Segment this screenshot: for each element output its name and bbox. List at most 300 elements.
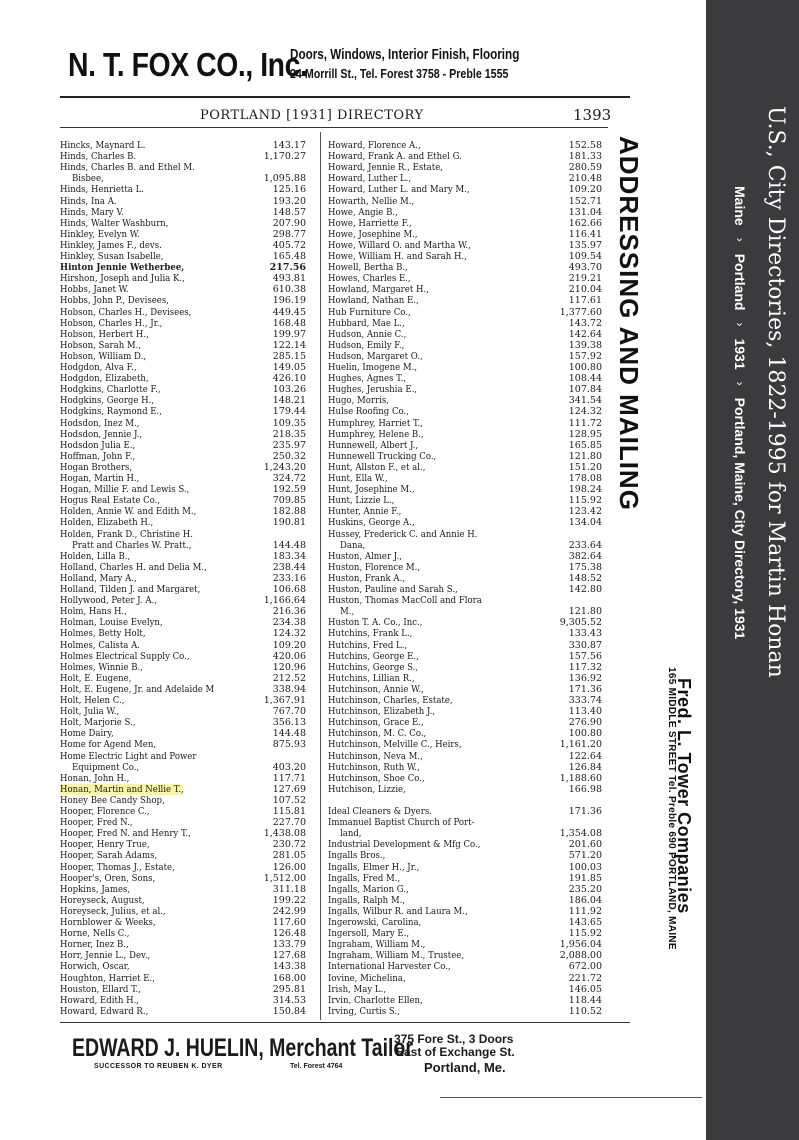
entry-amount: 103.26 [272,384,306,396]
record-title: U.S., City Directories, 1822-1995 for Martin Honan [763,106,788,678]
entry-name: International Harvester Co., [328,961,451,973]
entry-amount: 100.80 [568,362,602,373]
entry-name: Honan, John H., [60,772,130,784]
footer-ad-successor: SUCCESSOR TO REUBEN K. DYER [94,1063,223,1070]
entry-name: Hopkins, James, [60,883,131,895]
directory-entry [328,184,602,195]
footer-ad-address-1: 375 Fore St., 3 Doors [394,1032,514,1046]
entry-amount: 9,305.52 [559,617,602,629]
entry-amount: 143.38 [272,961,306,973]
directory-entry [60,717,306,728]
entry-amount: 121.80 [568,450,602,462]
entry-name: Hunt, Josephine M., [328,484,415,496]
entry-amount: 116.41 [568,228,602,240]
entry-name: Howland, Nathan E., [328,295,419,307]
directory-entry [328,273,602,284]
entry-amount: 128.95 [568,428,602,440]
directory-entry [328,839,602,850]
entry-name: Hunt, Ella W., [328,473,388,484]
directory-entry [328,340,602,351]
directory-entry [328,595,602,606]
entry-amount: 235.20 [568,883,602,895]
entry-amount: 403.20 [272,761,306,773]
entry-amount: 875.93 [272,739,306,751]
entry-amount: 127.69 [272,783,306,795]
entry-amount: 193.20 [272,195,306,207]
entry-name: Holden, Lilla B., [60,550,131,562]
directory-entry [328,651,602,662]
entry-name: Hunnewell Trucking Co., [328,450,437,462]
directory-entry [60,251,306,262]
entry-amount: 235.97 [272,439,306,451]
entry-name: Home Electric Light and Power [60,750,197,762]
entry-name: Ideal Cleaners & Dyers. [328,806,432,817]
directory-entry [60,584,306,595]
directory-entry [328,950,602,961]
directory-entry [60,906,306,917]
directory-entry [328,728,602,739]
right-column [328,140,602,1020]
directory-entry [328,329,602,340]
side-advertisement [606,130,701,1030]
entry-name: Irish, May L., [328,983,387,995]
entry-amount: 285.15 [272,350,306,362]
entry-name: Holmes Electrical Supply Co., [60,650,190,662]
entry-amount: 192.59 [272,484,306,496]
entry-name: Hooper, Sarah Adams, [60,850,158,862]
entry-amount: 126.00 [272,861,306,873]
entry-name: Huston, Almer J., [328,550,402,562]
entry-name: Huelin, Imogene M., [328,362,418,373]
entry-amount: 117.61 [568,295,602,307]
entry-name: Ingraham, William M., Trustee, [328,950,465,962]
entry-amount: 168.00 [272,972,306,984]
directory-entry [60,873,306,884]
directory-entry [60,684,306,695]
directory-entry [328,406,602,417]
entry-name: Hodgdon, Elizabeth, [60,373,149,385]
entry-amount: 111.72 [568,417,602,429]
directory-entry [328,151,602,162]
directory-entry [328,484,602,495]
entry-amount: 234.38 [272,617,306,629]
entry-name: Holmes, Winnie B., [60,661,143,673]
entry-amount: 122.64 [568,750,602,762]
entry-name: Huston, Frank A., [328,572,406,584]
entry-name: Hinton Jennie Wetherbee, [60,262,185,274]
directory-entry [60,162,306,173]
entry-amount: 152.58 [568,140,602,151]
directory-entry [60,606,306,617]
directory-entry [328,628,602,639]
directory-entry [60,928,306,939]
entry-amount: 1,095.88 [263,173,306,185]
entry-name: Ingerowski, Carolina, [328,917,422,928]
entry-name: Hinds, Walter Washburn, [60,217,169,229]
entry-amount: 190.81 [272,517,306,529]
breadcrumb-state[interactable]: Maine [732,186,748,226]
entry-name: Hodgkins, Raymond E., [60,406,162,418]
column-divider [320,132,321,1020]
directory-entry [60,495,306,506]
entry-amount: 449.45 [272,306,306,318]
entry-name: Hutchins, Frank L., [328,628,413,640]
entry-amount: 133.79 [272,939,306,951]
entry-name: Hughes, Agnes T., [328,373,407,385]
directory-entry [328,462,602,473]
entry-amount: 131.04 [568,206,602,218]
directory-entry [328,529,602,540]
entry-name: Hutchinson, Elizabeth J., [328,706,436,718]
entry-name: Howland, Margaret H., [328,284,429,296]
entry-name: Hunnewell, Albert J., [328,439,419,451]
entry-amount: 166.98 [568,783,602,795]
directory-entry [60,895,306,906]
entry-amount: 672.00 [568,961,602,973]
chevron-right-icon: › [733,322,747,327]
directory-entry [60,351,306,362]
directory-entry [328,584,602,595]
entry-amount: 109.35 [272,417,306,429]
entry-name: Hutchins, Fred L., [328,639,408,651]
directory-entry [60,218,306,229]
entry-name: Hodgkins, Charlotte F., [60,384,161,396]
directory-entry [60,995,306,1006]
directory-entry [328,884,602,895]
entry-amount: 217.56 [269,262,306,274]
entry-amount: 118.44 [568,994,602,1006]
directory-entry [60,406,306,417]
directory-entry [60,884,306,895]
entry-amount: 426.10 [272,373,306,385]
entry-name: Howell, Bertha B., [328,262,408,274]
directory-entry [328,295,602,306]
entry-name: Huston, Florence M., [328,561,421,573]
entry-amount: 108.44 [568,373,602,385]
entry-name: Hubbard, Mae L., [328,317,405,329]
entry-amount: 233.64 [568,539,602,551]
directory-entry [60,529,306,540]
entry-name: Hinkley, Susan Isabelle, [60,251,164,262]
entry-name: Hinkley, James F., devs. [60,239,162,251]
entry-amount: 117.60 [272,917,306,928]
entry-name: Irvin, Charlotte Ellen, [328,994,423,1006]
entry-name: Honan, Martin and Nellie T., [60,783,184,795]
entry-amount: 311.18 [272,883,306,895]
directory-entry [60,295,306,306]
entry-amount: 183.34 [272,550,306,562]
entry-amount: 382.64 [568,550,602,562]
entry-name: Holland, Mary A., [60,572,137,584]
entry-name: Ingalls, Fred M., [328,872,401,884]
directory-entry [60,839,306,850]
directory-entry [328,540,602,551]
footer-ad-city: Portland, Me. [424,1060,506,1075]
page-number: 1393 [573,106,612,124]
entry-amount: 330.87 [568,639,602,651]
directory-entry [328,961,602,972]
entry-name: Hirshon, Joseph and Julia K., [60,273,185,285]
directory-entry [60,595,306,606]
directory-entry [328,562,602,573]
directory-entry [328,307,602,318]
directory-entry [328,173,602,184]
directory-entry [60,184,306,195]
entry-amount: 120.96 [272,661,306,673]
directory-entry [328,140,602,151]
entry-name: Howard, Luther L. and Mary M., [328,184,470,196]
chevron-right-icon: › [733,237,747,242]
directory-entry [60,828,306,839]
entry-name: Hogus Real Estate Co., [60,495,161,507]
directory-entry [60,695,306,706]
entry-name: Immanuel Baptist Church of Port- [328,817,475,829]
directory-entry [60,329,306,340]
entry-name: Horeyseck, August, [60,894,145,906]
entry-name: Ingalls, Ralph M., [328,894,406,906]
entry-name: Hulse Roofing Co., [328,406,409,418]
entry-amount: 143.17 [272,140,306,151]
entry-amount: 171.36 [568,683,602,695]
entry-amount: 149.05 [272,362,306,373]
directory-entry [328,706,602,717]
entry-amount: 134.04 [568,517,602,529]
directory-entry [328,684,602,695]
entry-name: Iovine, Michelina, [328,972,406,984]
directory-entry [328,806,602,817]
breadcrumb-year[interactable]: 1931 [732,338,748,370]
entry-amount: 199.22 [272,894,306,906]
directory-entry [60,973,306,984]
entry-amount: 144.48 [272,728,306,740]
running-head: PORTLAND [1931] DIRECTORY [200,108,424,123]
directory-entry [328,617,602,628]
directory-entry [60,961,306,972]
entry-amount: 123.42 [568,506,602,518]
entry-name: Pratt and Charles W. Pratt., [72,539,192,551]
directory-entry [328,1006,602,1017]
breadcrumb-city[interactable]: Portland [732,253,748,311]
entry-name: Hutchinson, M. C. Co., [328,728,427,740]
directory-entry [60,617,306,628]
entry-amount: 146.05 [568,983,602,995]
entry-amount: 122.14 [272,339,306,351]
entry-amount: 179.44 [272,406,306,418]
header-ad-company: N. T. FOX CO., Inc. [68,46,308,83]
directory-entry [60,418,306,429]
entry-amount: 143.65 [568,917,602,928]
directory-entry [60,950,306,961]
entry-amount: 109.20 [272,639,306,651]
breadcrumb-directory[interactable]: Portland, Maine, City Directory, 1931 [732,397,748,640]
entry-name: Hudson, Annie C., [328,328,407,340]
entry-amount: 333.74 [568,695,602,706]
entry-name: Ingersoll, Mary E., [328,928,410,940]
entry-amount: 493.81 [272,273,306,285]
entry-amount: 125.16 [272,184,306,196]
entry-amount: 165.85 [568,439,602,451]
entry-name: Howe, Willard O. and Martha W., [328,239,471,251]
directory-entry [60,795,306,806]
entry-name: Holden, Elizabeth H., [60,517,154,529]
entry-amount: 136.92 [568,672,602,684]
directory-entry [60,739,306,750]
entry-amount: 144.48 [272,539,306,551]
entry-name: Howe, Angie B., [328,206,398,218]
directory-entry [60,562,306,573]
directory-entry [60,984,306,995]
entry-amount: 124.32 [272,628,306,640]
entry-amount: 148.57 [272,206,306,218]
entry-name: Hutchinson, Shoe Co., [328,772,425,784]
entry-amount: 1,166.64 [263,595,306,607]
directory-entry [328,662,602,673]
entry-amount: 199.97 [272,328,306,340]
entry-amount: 233.16 [272,572,306,584]
entry-name: Hincks, Maynard L. [60,140,146,151]
entry-name: Hodgkins, George H., [60,395,155,407]
entry-amount: 420.06 [272,650,306,662]
entry-amount: 107.84 [568,384,602,396]
entry-amount: 356.13 [272,717,306,729]
entry-name: Holt, E. Eugene, [60,672,132,684]
entry-amount: 186.04 [568,894,602,906]
entry-name: Hutchinson, Ruth W., [328,761,420,773]
entry-name: Hobson, Sarah M., [60,339,142,351]
entry-amount: 100.80 [568,728,602,740]
entry-name: Ingalls Bros., [328,850,386,862]
entry-amount: 142.64 [568,328,602,340]
entry-amount: 221.72 [568,972,602,984]
entry-name: Hutchins, Lillian R., [328,672,415,684]
directory-entry [60,728,306,739]
entry-amount: 281.05 [272,850,306,862]
entry-amount: 148.21 [272,395,306,407]
directory-entry [60,651,306,662]
entry-name: Houston, Ellard T., [60,983,141,995]
directory-entry [328,351,602,362]
entry-amount: 139.38 [568,339,602,351]
directory-entry [60,762,306,773]
footer-ad-name: EDWARD J. HUELIN, Merchant Tailor [72,1034,413,1062]
entry-name: Huston, Thomas MacColl and Flora [328,595,482,607]
entry-amount: 324.72 [272,473,306,484]
entry-name: Hogan Brothers, [60,461,133,473]
entry-amount: 117.71 [272,772,306,784]
left-column [60,140,306,1020]
entry-name: Hub Furniture Co., [328,306,411,318]
entry-name: Huskins, George A., [328,517,415,529]
entry-amount: 142.80 [568,584,602,595]
entry-name: Hinds, Henrietta L. [60,184,144,196]
entry-amount: 157.56 [568,650,602,662]
entry-name: Hunt, Allston F., et al., [328,461,426,473]
directory-entry [60,362,306,373]
entry-name: Hogan, Millie F. and Lewis S., [60,484,190,496]
entry-amount: 162.66 [568,217,602,229]
entry-amount: 242.99 [272,905,306,917]
directory-entry [60,307,306,318]
entry-amount: 250.32 [272,450,306,462]
directory-entry [328,517,602,528]
entry-amount: 109.54 [568,251,602,262]
directory-entry [60,318,306,329]
entry-name: Hutchinson, Neva M., [328,750,423,762]
directory-entry [60,773,306,784]
entry-name: Humphrey, Harriet T., [328,417,423,429]
entry-amount: 1,367.91 [263,695,306,706]
entry-amount: 100.03 [568,861,602,873]
directory-entry [328,218,602,229]
entry-name: Hooper, Fred N., [60,817,133,829]
entry-name: Hinds, Mary V. [60,206,124,218]
directory-entry [328,196,602,207]
directory-entry [328,207,602,218]
entry-name: Hinds, Charles B. and Ethel M. [60,162,195,174]
entry-amount: 1,354.08 [559,828,602,840]
directory-entry [328,606,602,617]
entry-name: Hodgdon, Alva F., [60,362,137,373]
directory-entry [328,284,602,295]
directory-entry [60,540,306,551]
directory-entry [328,817,602,828]
directory-entry [328,784,602,795]
entry-name: Horwich, Oscar, [60,961,130,973]
entry-name: Humphrey, Helene B., [328,428,424,440]
entry-amount: 121.80 [568,606,602,618]
entry-name: Holland, Tilden J. and Margaret, [60,584,201,595]
entry-name: Industrial Development & Mfg Co., [328,839,481,851]
entry-name: Hoffman, John F., [60,450,136,462]
entry-name: Hutchins, George E., [328,650,419,662]
entry-amount: 111.92 [568,905,602,917]
entry-amount: 110.52 [568,1005,602,1017]
directory-entry [60,240,306,251]
directory-entry [60,506,306,517]
directory-entry [328,495,602,506]
entry-amount: 207.90 [272,217,306,229]
entry-name: Horr, Jennie L., Dev., [60,950,151,962]
entry-amount: 117.32 [568,661,602,673]
entry-amount: 115.92 [568,928,602,940]
entry-name: Ingraham, William M., [328,939,426,951]
directory-entry [60,706,306,717]
side-ad-line2: Fred. L. Tower Companies [674,678,694,914]
directory-entry [328,917,602,928]
directory-entry [328,795,602,806]
entry-amount: 151.20 [568,461,602,473]
directory-entry [328,773,602,784]
entry-amount: 148.52 [568,572,602,584]
entry-name: Hinkley, Evelyn W. [60,228,140,240]
entry-name: Hutchins, George S., [328,661,419,673]
entry-amount: 709.85 [272,495,306,507]
entry-name: Hobson, William D., [60,350,147,362]
entry-amount: 218.35 [272,428,306,440]
entry-name: Hunter, Annie F., [328,506,402,518]
directory-entry [60,673,306,684]
entry-amount: 157.92 [568,350,602,362]
entry-name: Howard, Jennie R., Estate, [328,162,444,174]
directory-entry [60,284,306,295]
directory-entry [60,384,306,395]
entry-name: Howe, Harriette F., [328,217,412,229]
entry-amount: 1,188.60 [559,772,602,784]
entry-name: Ingalls, Marion G., [328,883,409,895]
directory-entry [60,939,306,950]
directory-entry [60,1006,306,1017]
entry-amount: 1,377.60 [559,306,602,318]
